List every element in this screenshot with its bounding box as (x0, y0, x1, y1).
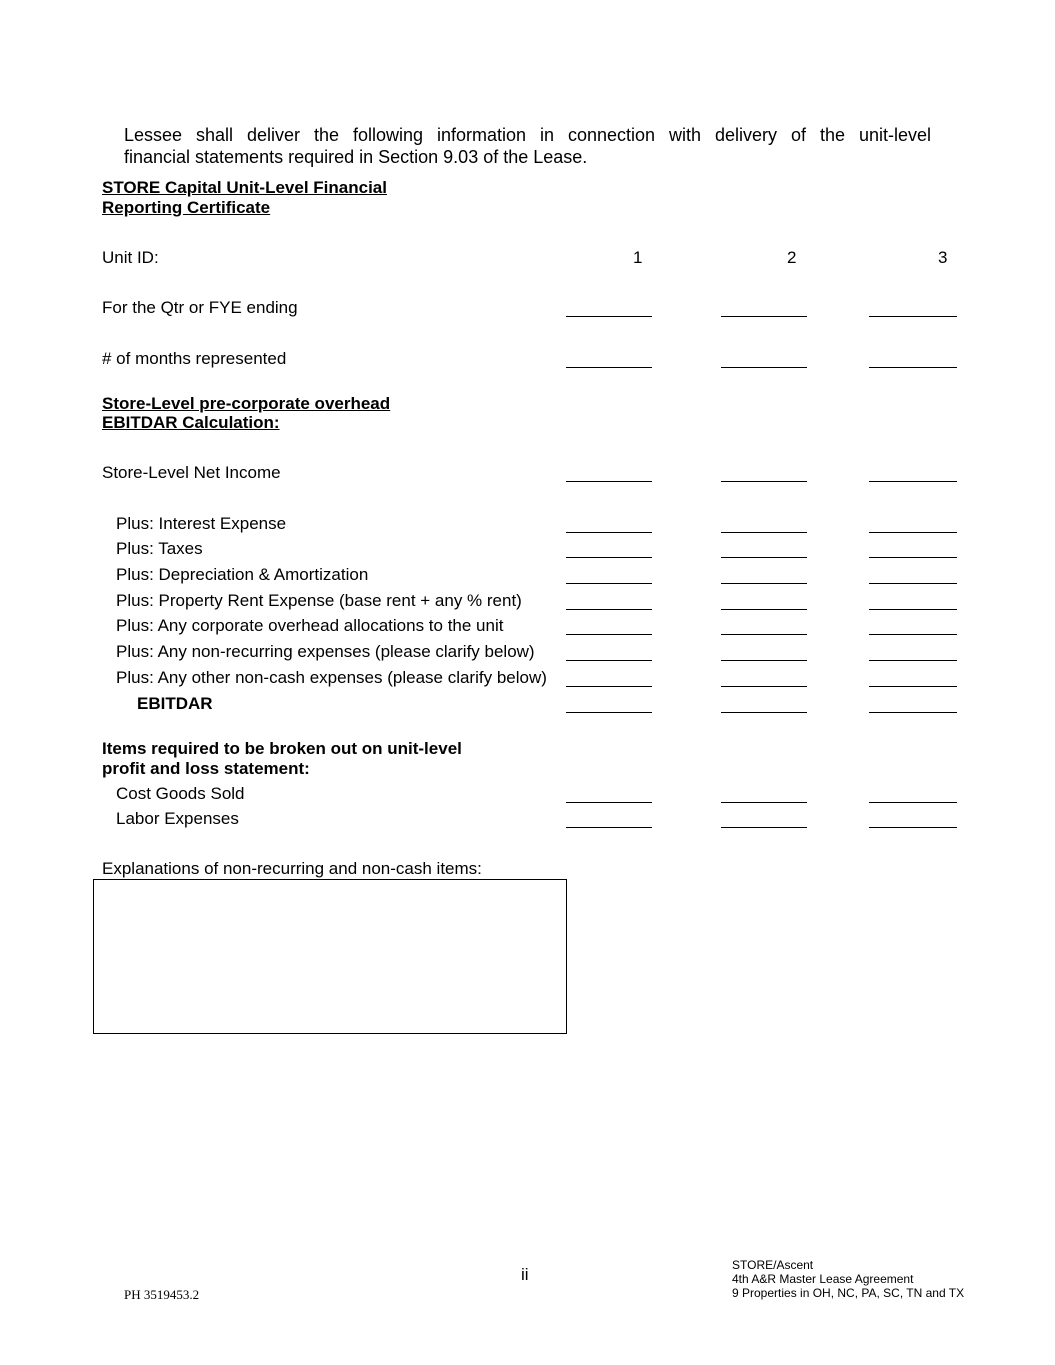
months-blank-unit-3[interactable] (869, 367, 957, 368)
page-number: ii (521, 1265, 529, 1284)
footer-right-line-1: STORE/Ascent (732, 1258, 814, 1272)
plus-nonrecurring-blank-unit-3[interactable] (869, 660, 957, 661)
labor-blank-unit-1[interactable] (566, 827, 652, 828)
cogs-blank-unit-2[interactable] (721, 802, 807, 803)
footer-doc-id: PH 3519453.2 (124, 1287, 200, 1302)
plus-depreciation-label: Plus: Depreciation & Amortization (116, 565, 369, 584)
qtr-fye-label: For the Qtr or FYE ending (102, 298, 298, 317)
plus-nonrecurring-label: Plus: Any non-recurring expenses (please clarify below) (116, 642, 535, 661)
qtr-fye-blank-unit-1[interactable] (566, 316, 652, 317)
footer-right-line-2: 4th A&R Master Lease Agreement (732, 1272, 914, 1286)
plus-interest-blank-unit-3[interactable] (869, 532, 957, 533)
net-income-blank-unit-1[interactable] (566, 481, 652, 482)
plus-noncash-blank-unit-3[interactable] (869, 686, 957, 687)
net-income-label: Store-Level Net Income (102, 463, 281, 482)
plus-taxes-blank-unit-1[interactable] (566, 557, 652, 558)
plus-interest-label: Plus: Interest Expense (116, 514, 287, 533)
cost-goods-sold-label: Cost Goods Sold (116, 784, 245, 803)
explanations-label: Explanations of non-recurring and non-cash items: (102, 859, 482, 878)
intro-line-2: financial statements required in Section 9.03 of the Lease. (124, 147, 588, 167)
explanations-box[interactable] (93, 879, 567, 1034)
ebitdar-blank-unit-3[interactable] (869, 712, 957, 713)
cogs-blank-unit-3[interactable] (869, 802, 957, 803)
intro-paragraph (124, 124, 931, 168)
footer-right-block (732, 1258, 964, 1300)
plus-depreciation-blank-unit-3[interactable] (869, 583, 957, 584)
plus-noncash-label: Plus: Any other non-cash expenses (please clarify below) (116, 668, 547, 687)
unit-id-label: Unit ID: (102, 248, 159, 267)
plus-nonrecurring-blank-unit-1[interactable] (566, 660, 652, 661)
plus-nonrecurring-blank-unit-2[interactable] (721, 660, 807, 661)
net-income-blank-unit-3[interactable] (869, 481, 957, 482)
plus-overhead-blank-unit-3[interactable] (869, 634, 957, 635)
plus-noncash-blank-unit-1[interactable] (566, 686, 652, 687)
plus-overhead-blank-unit-1[interactable] (566, 634, 652, 635)
unit-column-3: 3 (938, 248, 948, 267)
net-income-blank-unit-2[interactable] (721, 481, 807, 482)
plus-taxes-blank-unit-3[interactable] (869, 557, 957, 558)
unit-column-2: 2 (787, 248, 797, 267)
months-label: # of months represented (102, 349, 287, 368)
cogs-blank-unit-1[interactable] (566, 802, 652, 803)
plus-rent-label: Plus: Property Rent Expense (base rent + any % rent) (116, 591, 522, 610)
plus-rent-blank-unit-3[interactable] (869, 609, 957, 610)
labor-expenses-label: Labor Expenses (116, 809, 239, 828)
breakout-heading-line-1: Items required to be broken out on unit-level (102, 739, 462, 758)
plus-taxes-blank-unit-2[interactable] (721, 557, 807, 558)
plus-interest-blank-unit-1[interactable] (566, 532, 652, 533)
plus-depreciation-blank-unit-2[interactable] (721, 583, 807, 584)
plus-overhead-blank-unit-2[interactable] (721, 634, 807, 635)
months-blank-unit-2[interactable] (721, 367, 807, 368)
plus-interest-blank-unit-2[interactable] (721, 532, 807, 533)
ebitdar-total-label: EBITDAR (137, 694, 213, 713)
ebitdar-blank-unit-1[interactable] (566, 712, 652, 713)
qtr-fye-blank-unit-3[interactable] (869, 316, 957, 317)
plus-rent-blank-unit-1[interactable] (566, 609, 652, 610)
footer-right-line-3: 9 Properties in OH, NC, PA, SC, TN and TX (732, 1286, 965, 1300)
plus-depreciation-blank-unit-1[interactable] (566, 583, 652, 584)
plus-taxes-label: Plus: Taxes (116, 539, 203, 558)
labor-blank-unit-2[interactable] (721, 827, 807, 828)
breakout-heading-line-2: profit and loss statement: (102, 759, 310, 778)
ebitdar-blank-unit-2[interactable] (721, 712, 807, 713)
plus-noncash-blank-unit-2[interactable] (721, 686, 807, 687)
unit-column-1: 1 (633, 248, 643, 267)
certificate-heading-line-2: Reporting Certificate (102, 198, 271, 217)
intro-line-1: Lessee shall deliver the following information in connection with delivery of the unit-level (124, 125, 931, 145)
ebitdar-heading-line-2: EBITDAR Calculation: (102, 413, 280, 432)
plus-rent-blank-unit-2[interactable] (721, 609, 807, 610)
certificate-heading-line-1: STORE Capital Unit-Level Financial (102, 178, 387, 197)
qtr-fye-blank-unit-2[interactable] (721, 316, 807, 317)
ebitdar-heading-line-1: Store-Level pre-corporate overhead (102, 394, 391, 413)
labor-blank-unit-3[interactable] (869, 827, 957, 828)
plus-overhead-label: Plus: Any corporate overhead allocations to the unit (116, 616, 504, 635)
months-blank-unit-1[interactable] (566, 367, 652, 368)
